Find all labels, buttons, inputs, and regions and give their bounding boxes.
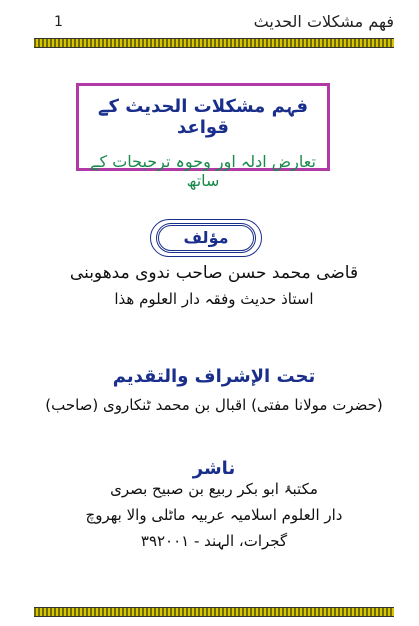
publisher-line-1: مکتبۂ ابو بکر ربیع بن صبیح بصری [110, 480, 318, 498]
supervisor-name: (حضرت مولانا مفتی) اقبال بن محمد ٹنکاروی (صاحب) [45, 396, 383, 414]
top-ornamental-rule [34, 38, 394, 48]
book-subtitle: تعارض ادلہ اور وجوہ ترجیحات کے ساتھ [90, 152, 316, 190]
running-title: فهم مشكلات الحديث [253, 12, 394, 31]
publisher-line-2: دار العلوم اسلامیہ عربیہ ماٹلی والا بھروچ [85, 506, 343, 524]
page-header [34, 6, 394, 36]
publisher-line-3: گجرات، الہند - ۳۹۲۰۰۱ [140, 532, 288, 550]
author-name: قاضی محمد حسن صاحب ندوی مدھوبنی [69, 263, 359, 283]
author-description: استاذ حدیث وفقہ دار العلوم ھذا [114, 290, 314, 308]
book-title-box [76, 83, 330, 190]
book-title: فہم مشکلات الحدیث کے قواعد [97, 96, 309, 138]
bottom-ornamental-rule [34, 607, 394, 617]
supervision-heading: تحت الإشراف والتقديم [112, 366, 316, 387]
author-badge: مؤلف [156, 223, 256, 253]
page-number: 1 [54, 14, 63, 30]
publisher-heading: ناشر [192, 458, 236, 479]
